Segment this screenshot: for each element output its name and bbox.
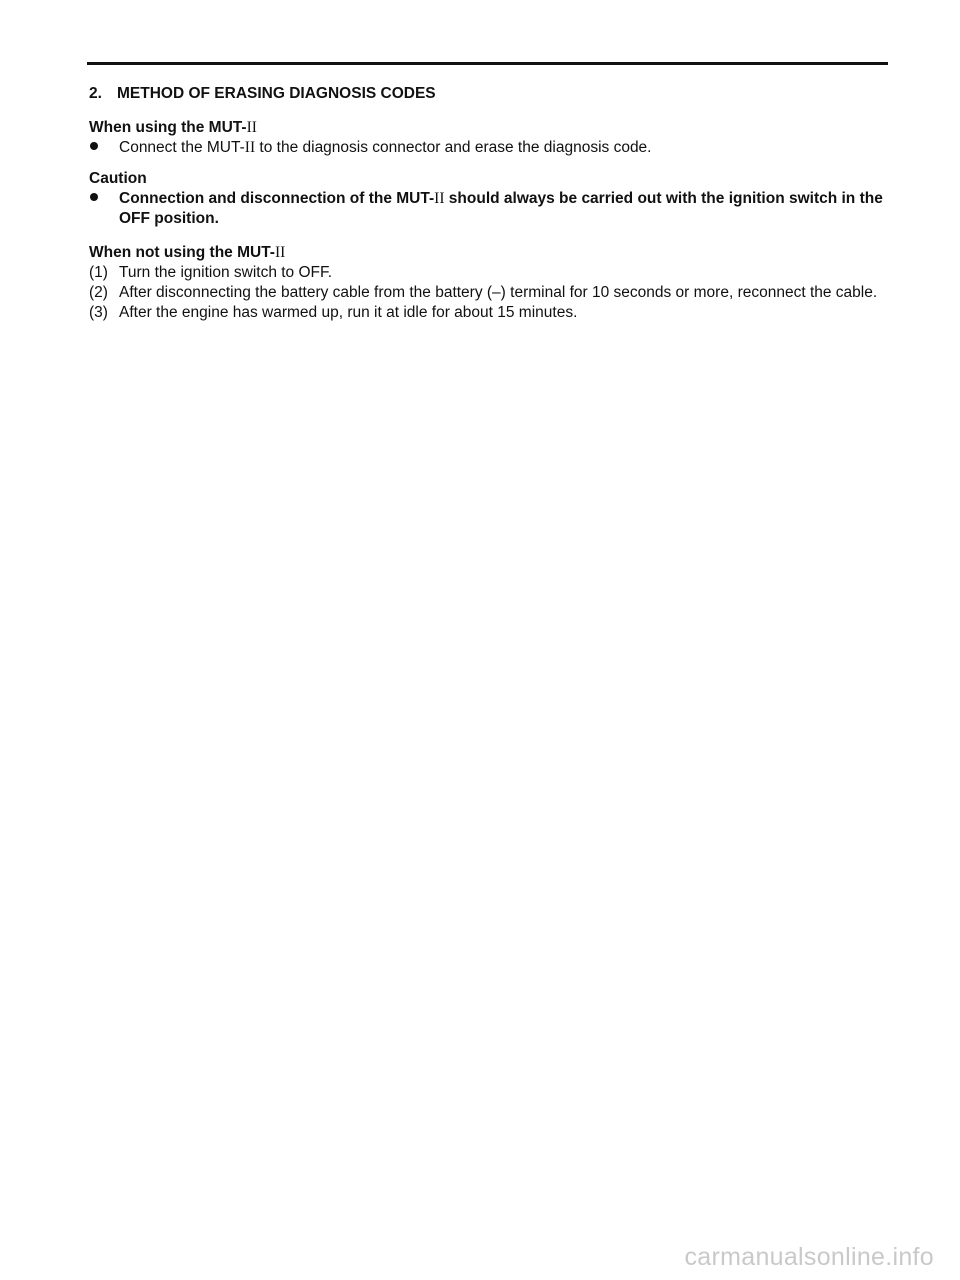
step-item <box>89 283 889 303</box>
section-title <box>89 84 889 104</box>
bullet-icon <box>89 189 119 229</box>
bullet-icon <box>89 138 119 158</box>
when-not-using-block <box>89 243 889 323</box>
when-not-using-heading <box>89 243 889 263</box>
document-body <box>89 84 889 334</box>
section-title-text: METHOD OF ERASING DIAGNOSIS CODES <box>117 85 436 102</box>
caution-heading: Caution <box>89 170 147 187</box>
heading-roman: II <box>246 119 257 136</box>
list-item <box>89 189 889 229</box>
watermark: carmanualsonline.info <box>684 1243 934 1271</box>
when-using-heading <box>89 118 889 138</box>
step-item <box>89 263 889 283</box>
when-using-block <box>89 118 889 158</box>
heading-text: When using the MUT- <box>89 119 247 136</box>
step-number: (1) <box>89 264 108 281</box>
step-item <box>89 303 889 323</box>
step-text: After the engine has warmed up, run it at idle for about 15 minutes. <box>119 304 578 321</box>
section-number: 2. <box>89 85 102 102</box>
list-item-text: Connect the MUT-II to the diagnosis connector and erase the diagnosis code. <box>119 139 652 156</box>
step-text: After disconnecting the battery cable from the battery (–) terminal for 10 seconds or more, reconnect the cable. <box>119 284 878 301</box>
heading-roman: II <box>274 244 286 261</box>
list-item <box>89 138 889 158</box>
step-number: (3) <box>89 304 108 321</box>
list-item-text: Connection and disconnection of the MUT-II should always be carried out with the ignition switch in the OFF position. <box>119 190 883 227</box>
step-number: (2) <box>89 284 108 301</box>
top-rule <box>87 62 888 65</box>
heading-text: When not using the MUT- <box>89 244 275 261</box>
step-text: Turn the ignition switch to OFF. <box>119 264 333 281</box>
caution-block <box>89 169 889 229</box>
